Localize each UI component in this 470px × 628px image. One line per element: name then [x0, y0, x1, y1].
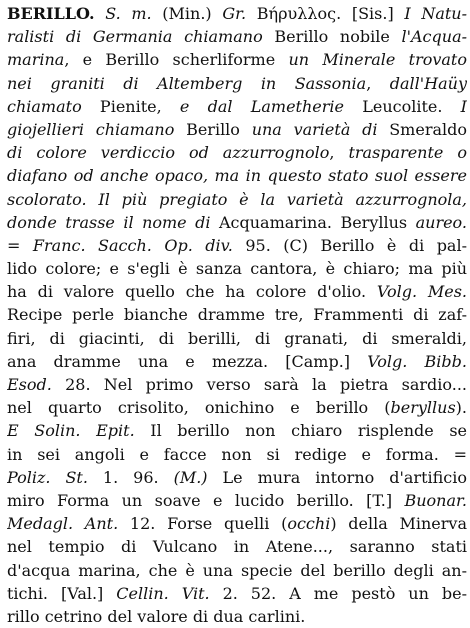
text-run: Berillo nobile	[262, 27, 402, 47]
text-run: Buonar.	[404, 490, 467, 510]
text-line	[7, 605, 467, 628]
text-line	[7, 95, 467, 118]
text-run: Berillo	[174, 119, 252, 139]
text-run: un Minerale trovato	[288, 50, 467, 70]
text-line	[7, 257, 467, 280]
text-run: 2. 52. A me pestò un be-	[209, 583, 467, 603]
text-line	[7, 419, 467, 442]
text-line	[7, 234, 467, 257]
text-run: (Min.)	[151, 4, 223, 23]
text-run: Franc. Sacch. Op. div.	[32, 235, 233, 255]
text-run: miro Forma un soave e lucido berillo. [T.]	[7, 490, 405, 510]
text-run: Poliz. St.	[7, 467, 88, 487]
text-run: d'acqua marina, che è una specie del berillo degli an-	[7, 560, 467, 580]
text-run: scolorato. Il più pregiato è la varietà azzurrognola,	[7, 189, 467, 209]
text-run: ).	[455, 398, 467, 418]
text-line	[7, 141, 467, 164]
text-run: Volg. Mes.	[376, 282, 467, 302]
text-run: Le mura intorno d'artificio	[207, 467, 467, 487]
text-run: nei graniti di Altemberg in Sassonia	[7, 73, 367, 93]
dictionary-entry	[7, 2, 467, 628]
text-run: Gr.	[222, 4, 247, 23]
text-line	[7, 396, 467, 419]
text-run: E Solin. Epit.	[7, 421, 135, 441]
text-run: occhi	[287, 514, 331, 534]
text-line	[7, 164, 467, 187]
text-run: Leucolite.	[344, 96, 461, 116]
text-line	[7, 443, 467, 466]
text-line	[7, 303, 467, 326]
text-run: lido colore; e s'egli è sanza cantora, è chiaro; ma più	[7, 259, 467, 279]
text-run: donde trasse il nome di	[7, 212, 211, 232]
text-run: Esod.	[7, 375, 52, 394]
text-run: dall'Haüy	[389, 73, 467, 93]
text-line	[7, 280, 467, 303]
text-run: Recipe perle bianche dramme tre, Frammenti di zaf-	[7, 305, 467, 325]
text-line	[7, 373, 467, 396]
text-run: 28. Nel primo verso sarà la pietra sardio...	[51, 375, 467, 394]
text-run: di colore verdiccio od azzurrognolo	[7, 143, 330, 163]
text-line	[7, 48, 467, 71]
text-line	[7, 2, 467, 25]
text-line	[7, 72, 467, 95]
text-run: I	[460, 96, 467, 116]
text-run: giojellieri chiamano	[7, 119, 175, 139]
text-run: 95. (C) Berillo è di pal-	[232, 235, 467, 255]
text-run: nel tempio di Vulcano in Atene..., saranno stati	[7, 537, 467, 557]
text-line	[7, 535, 467, 558]
text-run: 12. Forse quelli (	[118, 514, 288, 534]
text-run: aureo.	[415, 212, 467, 232]
text-run: BERILLO.	[7, 4, 95, 23]
text-line	[7, 512, 467, 535]
text-line	[7, 118, 467, 141]
text-run: in sei angoli e facce non si redige e forma. =	[7, 444, 467, 464]
text-run: marina	[7, 50, 65, 70]
text-run: S. m.	[94, 4, 152, 23]
text-run: Acquamarina. Beryllus	[210, 212, 416, 232]
text-run: nel quarto crisolito, onichino e berillo (	[7, 398, 391, 418]
text-run: Il berillo non chiaro risplende se	[134, 421, 467, 441]
text-run: I Natu-	[404, 4, 467, 23]
text-run: beryllus	[390, 398, 456, 418]
text-line	[7, 188, 467, 211]
text-run: Βήρυλλος. [Sis.]	[246, 4, 405, 23]
text-run: ) della Minerva	[330, 514, 467, 534]
text-line	[7, 327, 467, 350]
text-run: Medagl. Ant.	[7, 514, 119, 534]
text-run: =	[7, 235, 33, 255]
text-run: firi, di giacinti, di berilli, di granati, di smeraldi,	[7, 328, 467, 348]
text-line	[7, 211, 467, 234]
text-run: e dal Lametherie	[179, 96, 344, 116]
text-line	[7, 489, 467, 512]
text-run: una varietà di	[251, 119, 378, 139]
text-run: Cellin. Vit.	[116, 583, 210, 603]
text-line	[7, 559, 467, 582]
text-run: ,	[329, 143, 349, 163]
text-run: ralisti di Germania chiamano	[7, 27, 263, 47]
text-run: Pienite,	[81, 96, 180, 116]
text-run: ,	[366, 73, 390, 93]
text-run: Smeraldo	[377, 119, 467, 139]
text-run: chiamato	[7, 96, 82, 116]
text-run: trasparente o	[348, 143, 467, 163]
text-line	[7, 582, 467, 605]
text-line	[7, 466, 467, 489]
text-run: ana dramme una e mezza. [Camp.]	[7, 351, 368, 371]
text-run: (M.)	[173, 467, 208, 487]
text-run: Volg. Bibb.	[367, 351, 467, 371]
text-run: , e Berillo scherliforme	[64, 50, 289, 70]
text-run: 1. 96.	[87, 467, 174, 487]
text-run: rillo cetrino del valore di dua carlini.	[7, 606, 306, 626]
text-line	[7, 25, 467, 48]
text-run: tichi. [Val.]	[7, 583, 117, 603]
text-run: ha di valore quello che ha colore d'olio.	[7, 282, 377, 302]
text-run: l'Acqua-	[401, 27, 467, 47]
text-line	[7, 350, 467, 373]
text-run: diafano od anche opaco, ma in questo stato suol essere	[7, 166, 467, 186]
